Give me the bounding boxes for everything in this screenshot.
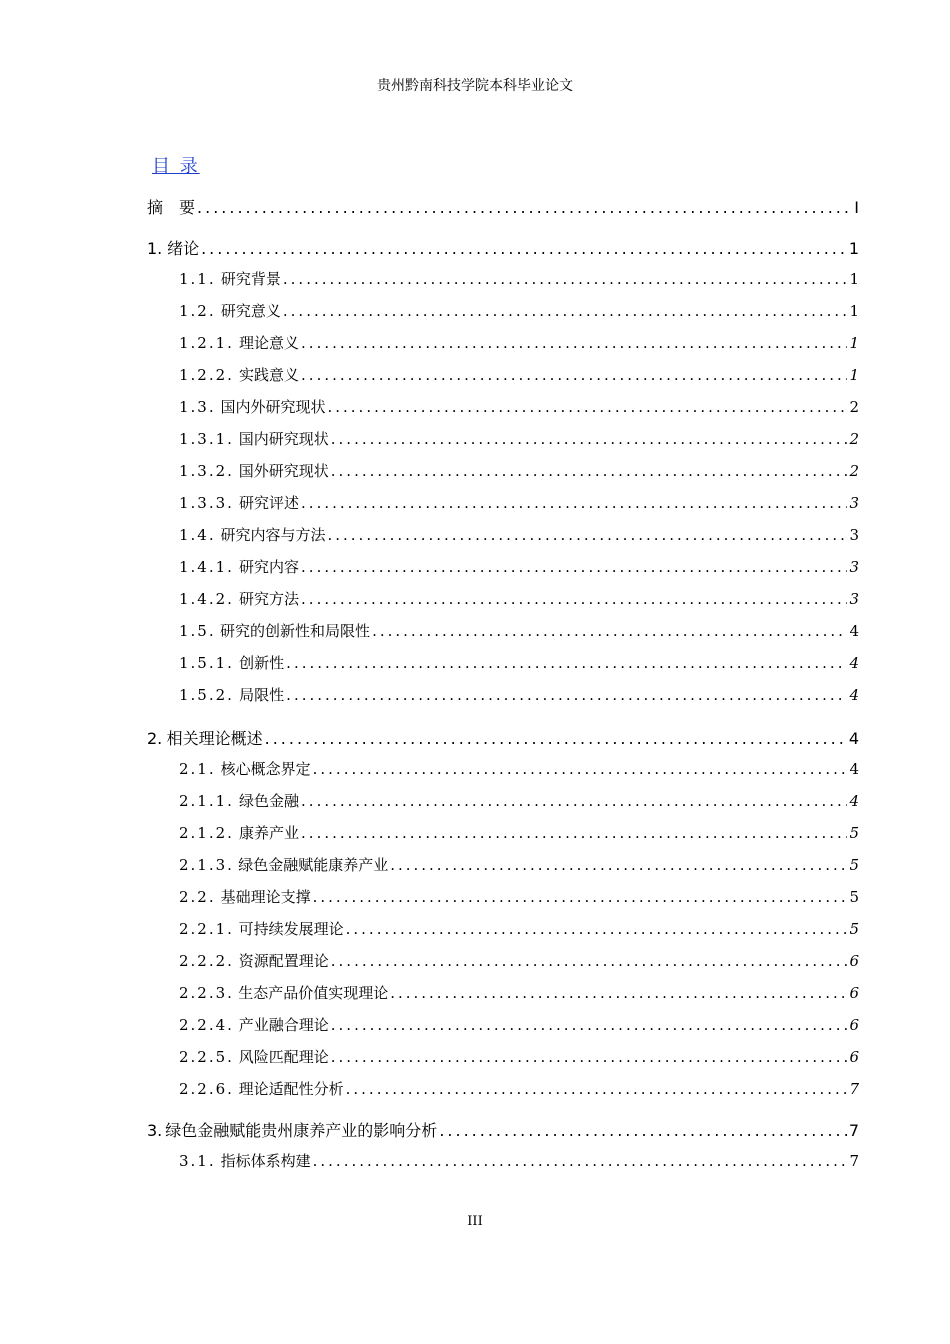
toc-entry-label: 指标体系构建 (220, 1152, 311, 1170)
toc-entry[interactable] (179, 854, 859, 878)
toc-entry[interactable] (179, 332, 859, 356)
toc-entry[interactable] (179, 1046, 859, 1070)
toc-entry[interactable] (147, 726, 859, 750)
toc-entry-label: 理论适配性分析 (238, 1080, 344, 1098)
toc-entry-number: 1.3.1. (179, 430, 234, 448)
toc-entry-number: 2.1. (179, 760, 216, 778)
toc-entry-label: 理论意义 (239, 334, 300, 352)
toc-entry-label: 绿色金融 (239, 792, 300, 810)
toc-entry-number: 1.5. (179, 622, 216, 640)
toc-entry-label: 绪论 (167, 239, 200, 258)
toc-entry-label: 产业融合理论 (238, 1016, 329, 1034)
toc-entry-number: 1.3.2. (179, 462, 234, 480)
toc-entry-number: 1. (147, 239, 163, 258)
toc-entry[interactable] (147, 195, 859, 219)
toc-entry-page: 5 (849, 888, 859, 906)
toc-entry-number: 2.1.1. (179, 792, 234, 810)
toc-entry-page: I (854, 198, 859, 217)
toc-entry-number: 2.2.6. (179, 1080, 234, 1098)
toc-entry-number: 2.2.5. (179, 1048, 234, 1066)
toc-entry-page: 5 (849, 856, 859, 874)
toc-entry[interactable] (179, 396, 859, 420)
toc-entry-label: 绿色金融赋能康养产业 (238, 856, 389, 874)
toc-entry[interactable] (179, 524, 859, 548)
toc-entry[interactable] (179, 428, 859, 452)
toc-entry-label: 相关理论概述 (166, 729, 263, 748)
toc-entry-page: 1 (849, 366, 859, 384)
toc-entry-label: 基础理论支撑 (220, 888, 311, 906)
toc-dot-leader (390, 856, 847, 874)
toc-entry-page: 4 (849, 622, 859, 640)
toc-entry-label: 局限性 (239, 686, 285, 704)
toc-entry[interactable] (179, 982, 859, 1006)
toc-entry-label: 实践意义 (239, 366, 300, 384)
toc-entry-page: 1 (848, 239, 859, 258)
toc-entry-page: 6 (849, 1016, 859, 1034)
toc-entry-label: 风险匹配理论 (238, 1048, 329, 1066)
toc-entry-page: 4 (849, 654, 859, 672)
toc-entry[interactable] (179, 684, 859, 708)
toc-entry-number: 1.3.3. (179, 494, 234, 512)
toc-entry-page: 4 (849, 686, 859, 704)
toc-entry-number: 1.2.2. (179, 366, 234, 384)
toc-entry-number: 2.1.3. (179, 856, 234, 874)
toc-dot-leader (346, 920, 848, 938)
toc-entry[interactable] (179, 268, 859, 292)
toc-dot-leader (197, 198, 852, 217)
toc-dot-leader (286, 686, 847, 704)
toc-dot-leader (201, 239, 847, 258)
toc-entry-label: 研究内容 (239, 558, 300, 576)
toc-entry[interactable] (179, 460, 859, 484)
toc-entry-page: 1 (849, 302, 859, 320)
toc-entry[interactable] (179, 1150, 859, 1174)
toc-dot-leader (327, 398, 847, 416)
toc-entry-label: 国外研究现状 (238, 462, 329, 480)
toc-entry-label: 研究内容与方法 (220, 526, 326, 544)
toc-dot-leader (283, 302, 848, 320)
toc-dot-leader (301, 590, 847, 608)
toc-dot-leader (301, 494, 847, 512)
toc-dot-leader (346, 1080, 848, 1098)
toc-entry-number: 2.2.4. (179, 1016, 234, 1034)
toc-entry-number: 2. (147, 729, 163, 748)
toc-entry-number: 2.1.2. (179, 824, 234, 842)
toc-entry-page: 3 (849, 590, 859, 608)
toc-entry-label: 研究评述 (239, 494, 300, 512)
toc-dot-leader (331, 1048, 848, 1066)
toc-entry[interactable] (179, 790, 859, 814)
toc-entry-page: 3 (849, 558, 859, 576)
toc-dot-leader (301, 334, 847, 352)
toc-entry-label: 研究意义 (220, 302, 281, 320)
toc-entry[interactable] (179, 364, 859, 388)
toc-dot-leader (313, 1152, 848, 1170)
toc-entry-number: 1.4.1. (179, 558, 234, 576)
toc-entry-number: 2.2.2. (179, 952, 234, 970)
toc-entry[interactable] (179, 300, 859, 324)
toc-dot-leader (301, 792, 847, 810)
toc-dot-leader (301, 824, 847, 842)
toc-entry-page: 6 (849, 952, 859, 970)
toc-entry-number: 1.2. (179, 302, 216, 320)
toc-entry-page: 3 (849, 494, 859, 512)
toc-dot-leader (331, 462, 848, 480)
toc-entry-label: 国内研究现状 (238, 430, 329, 448)
toc-entry-page: 2 (849, 430, 859, 448)
page-number: III (467, 1214, 483, 1229)
toc-entry-label: 可持续发展理论 (238, 920, 344, 938)
toc-entry-page: 2 (849, 398, 859, 416)
toc-entry-number: 2.2.3. (179, 984, 234, 1002)
toc-entry[interactable] (179, 1078, 859, 1102)
toc-entry-label: 研究的创新性和局限性 (220, 622, 371, 640)
toc-entry[interactable] (147, 236, 859, 260)
toc-entry-number: 1.2.1. (179, 334, 234, 352)
toc-entry-page: 1 (849, 334, 859, 352)
toc-entry-number: 3.1. (179, 1152, 216, 1170)
page-header: 贵州黔南科技学院本科毕业论文 (377, 78, 573, 94)
toc-dot-leader (283, 270, 848, 288)
toc-entry-number: 2.2. (179, 888, 216, 906)
toc-dot-leader (313, 888, 848, 906)
toc-entry[interactable] (179, 492, 859, 516)
toc-entry-number: 1.4. (179, 526, 216, 544)
toc-entry-page: 6 (849, 1048, 859, 1066)
toc-entry-number: 1.1. (179, 270, 216, 288)
toc-entry-label: 国内外研究现状 (220, 398, 326, 416)
toc-entry[interactable] (179, 918, 859, 942)
toc-entry-number: 2.2.1. (179, 920, 234, 938)
toc-entry[interactable] (179, 652, 859, 676)
toc-entry-page: 4 (848, 729, 859, 748)
toc-entry[interactable] (179, 886, 859, 910)
toc-entry-page: 5 (849, 824, 859, 842)
toc-dot-leader (331, 1016, 848, 1034)
toc-entry-page: 6 (849, 984, 859, 1002)
toc-entry-label: 绿色金融赋能贵州康养产业的影响分析 (165, 1121, 438, 1140)
toc-entry-page: 7 (848, 1121, 859, 1140)
toc-dot-leader (331, 952, 848, 970)
toc-dot-leader (372, 622, 847, 640)
toc-dot-leader (301, 558, 847, 576)
toc-dot-leader (301, 366, 847, 384)
toc-entry[interactable] (179, 950, 859, 974)
toc-entry-number: 1.4.2. (179, 590, 234, 608)
toc-entry-number: 3. (147, 1121, 163, 1140)
toc-entry-label: 创新性 (239, 654, 285, 672)
toc-entry-label: 康养产业 (239, 824, 300, 842)
toc-entry-label: 研究方法 (239, 590, 300, 608)
toc-entry-page: 7 (849, 1080, 859, 1098)
toc-entry[interactable] (179, 1014, 859, 1038)
toc-entry-number: 1.5.2. (179, 686, 234, 704)
toc-entry-label: 摘 要 (147, 198, 196, 217)
toc-dot-leader (265, 729, 847, 748)
toc-entry[interactable] (179, 588, 859, 612)
toc-dot-leader (313, 760, 848, 778)
toc-entry[interactable] (179, 758, 859, 782)
toc-entry-label: 生态产品价值实现理论 (238, 984, 389, 1002)
toc-entry-page: 4 (849, 760, 859, 778)
toc-entry-page: 3 (849, 526, 859, 544)
toc-entry-page: 4 (849, 792, 859, 810)
toc-dot-leader (331, 430, 848, 448)
toc-entry-number: 1.5.1. (179, 654, 234, 672)
toc-entry-label: 资源配置理论 (238, 952, 329, 970)
toc-entry[interactable] (179, 556, 859, 580)
toc-title[interactable]: 目 录 (152, 156, 200, 177)
toc-entry[interactable] (147, 1118, 859, 1142)
toc-dot-leader (390, 984, 847, 1002)
toc-dot-leader (286, 654, 847, 672)
toc-entry-number: 1.3. (179, 398, 216, 416)
toc-dot-leader (439, 1121, 847, 1140)
toc-entry-page: 5 (849, 920, 859, 938)
toc-entry[interactable] (179, 620, 859, 644)
toc-entry-label: 核心概念界定 (220, 760, 311, 778)
toc-entry-page: 7 (849, 1152, 859, 1170)
toc-dot-leader (327, 526, 847, 544)
toc-entry-page: 2 (849, 462, 859, 480)
toc-entry[interactable] (179, 822, 859, 846)
toc-entry-label: 研究背景 (220, 270, 281, 288)
toc-entry-page: 1 (849, 270, 859, 288)
